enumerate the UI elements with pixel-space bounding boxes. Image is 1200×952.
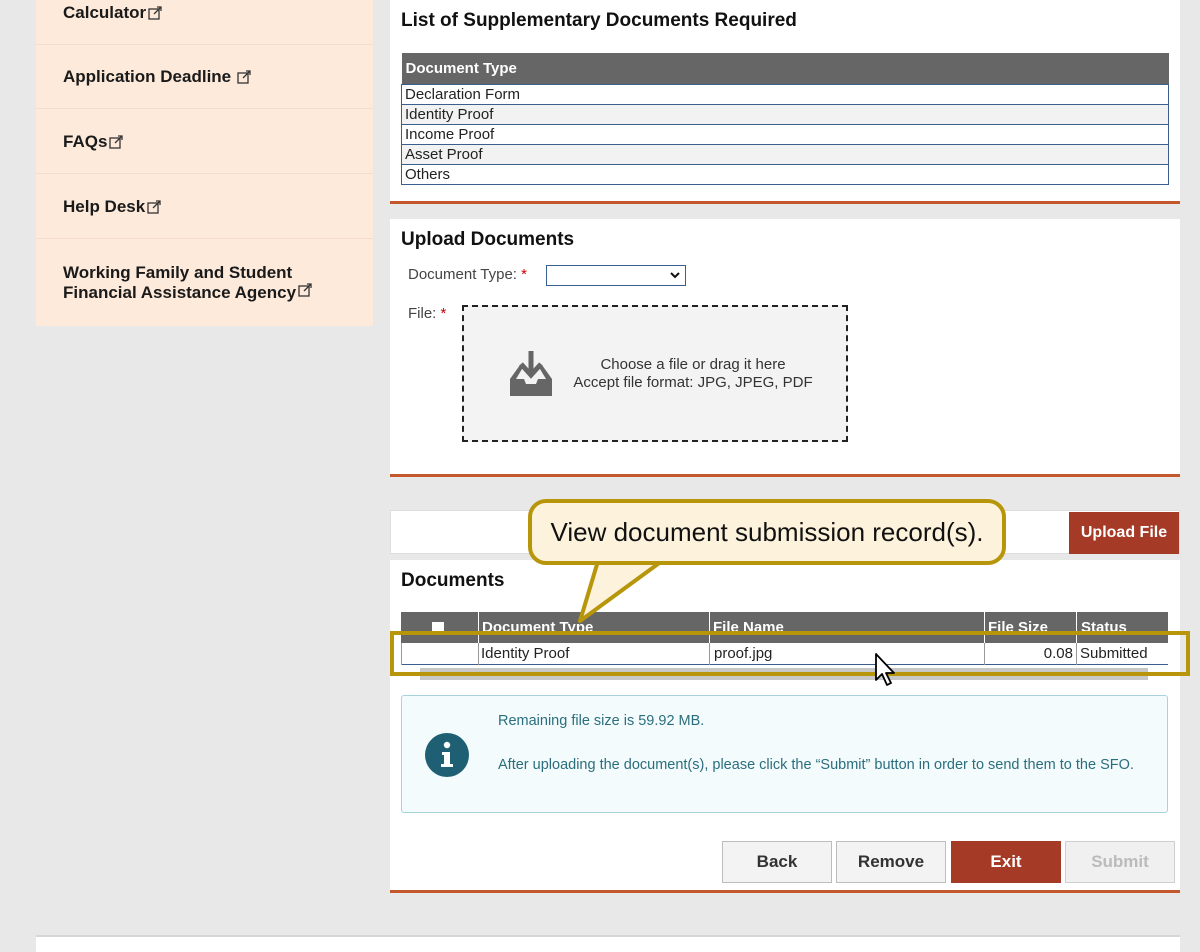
supplementary-docs-table (401, 53, 1169, 185)
upload-file-button[interactable]: Upload File (1069, 512, 1179, 554)
upload-title: Upload Documents (401, 229, 575, 250)
footer-strip (36, 935, 1180, 952)
sidebar-item-application-deadline[interactable] (36, 45, 373, 109)
file-dropzone[interactable] (462, 305, 848, 442)
remaining-size-text: Remaining file size is 59.92 MB. (498, 713, 705, 729)
column-header-status: Status (1081, 619, 1127, 636)
cell-file-size: 0.08 (1043, 645, 1073, 662)
sidebar-item-wfsfaa[interactable] (36, 240, 373, 326)
sidebar-item-label-line1: Working Family and Student (63, 263, 293, 282)
external-link-icon (109, 135, 123, 149)
column-header-file-name: File Name (713, 619, 784, 636)
file-label-text: File: (408, 305, 437, 322)
select-all-checkbox[interactable] (432, 622, 444, 634)
table-cell: Identity Proof (402, 104, 1169, 124)
submit-button[interactable]: Submit (1065, 841, 1175, 883)
sidebar-item-faqs[interactable] (36, 110, 373, 174)
column-header-document-type: Document Type (482, 619, 594, 636)
mouse-cursor-icon (874, 652, 898, 688)
doc-type-label (408, 266, 527, 283)
exit-button[interactable]: Exit (951, 841, 1061, 883)
supplementary-docs-panel (390, 0, 1180, 204)
required-mark: * (440, 305, 447, 322)
external-link-icon (147, 200, 161, 214)
table-cell: Income Proof (402, 124, 1169, 144)
upload-docs-panel (390, 219, 1180, 477)
sidebar-item-label: Application Deadline (63, 66, 232, 86)
column-header-file-size: File Size (988, 619, 1049, 636)
submit-instruction-text: After uploading the document(s), please click the “Submit” button in order to send them to the SFO. (498, 757, 1134, 773)
chevron-down-icon (669, 268, 681, 282)
supplementary-title: List of Supplementary Documents Required (401, 10, 797, 31)
table-row[interactable] (401, 643, 1168, 665)
documents-title: Documents (401, 570, 505, 591)
column-header-document-type: Document Type (402, 53, 1169, 84)
documents-table-header (401, 612, 1168, 643)
required-mark: * (521, 266, 527, 283)
file-label (408, 305, 446, 322)
dropzone-line2: Accept file format: JPG, JPEG, PDF (573, 374, 813, 391)
info-icon (425, 733, 469, 777)
sidebar-item-calculator[interactable] (36, 0, 373, 45)
doc-type-label-text: Document Type: (408, 266, 517, 283)
table-cell: Declaration Form (402, 84, 1169, 104)
sidebar (36, 0, 373, 326)
external-link-icon (237, 70, 251, 84)
sidebar-item-help-desk[interactable] (36, 175, 373, 239)
cell-status: Submitted (1080, 645, 1148, 662)
cell-file-name: proof.jpg (714, 645, 773, 662)
callout-bubble (528, 499, 1006, 565)
table-cell: Others (402, 164, 1169, 184)
dropzone-line1: Choose a file or drag it here (600, 356, 786, 373)
remove-button[interactable]: Remove (836, 841, 946, 883)
cell-document-type: Identity Proof (481, 645, 570, 662)
sidebar-item-label-line2: Financial Assistance Agency (63, 283, 297, 302)
sidebar-item-label: FAQs (63, 131, 108, 151)
sidebar-item-label: Calculator (63, 2, 147, 22)
table-cell: Asset Proof (402, 144, 1169, 164)
sidebar-item-label: Help Desk (63, 196, 146, 216)
callout-text: View document submission record(s). (550, 516, 984, 547)
callout-tail (560, 559, 680, 625)
external-link-icon (298, 283, 312, 297)
back-button[interactable]: Back (722, 841, 832, 883)
document-type-select[interactable] (546, 265, 686, 286)
external-link-icon (148, 6, 162, 20)
info-box (401, 695, 1168, 813)
horizontal-scrollbar[interactable] (420, 668, 1148, 680)
download-tray-icon (508, 349, 554, 399)
